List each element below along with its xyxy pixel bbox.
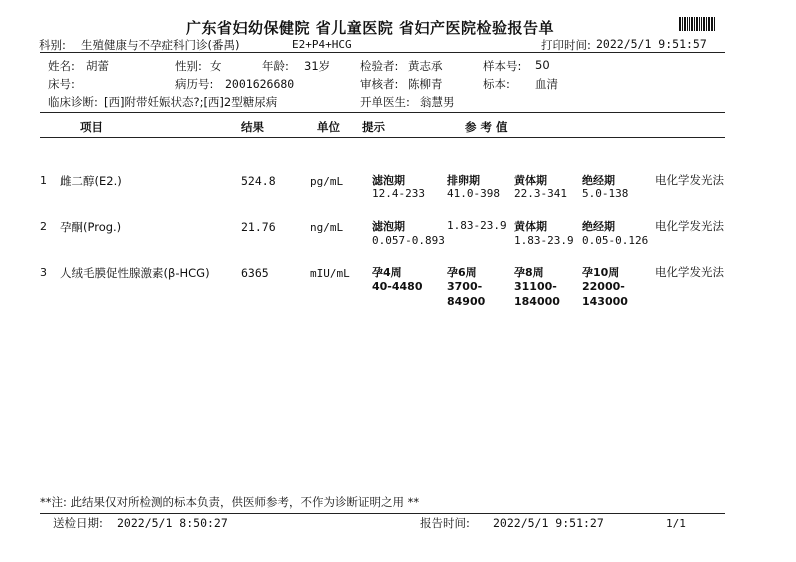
specimen-label: 标本: — [483, 77, 510, 91]
ref-label: 1.83-23.9 — [447, 219, 507, 232]
test-code: E2+P4+HCG — [292, 38, 352, 51]
row-item: 雌二醇(E2.) — [60, 174, 122, 188]
divider-info — [40, 112, 725, 113]
divider-header — [40, 137, 725, 138]
record-label: 病历号: — [175, 77, 214, 91]
ref-value: 12.4-233 — [372, 187, 425, 200]
row-method: 电化学发光法 — [655, 265, 724, 279]
doctor-name: 翁慧男 — [420, 95, 455, 109]
sample-no: 50 — [535, 58, 550, 72]
column-item: 项目 — [80, 120, 103, 134]
column-hint: 提示 — [362, 120, 385, 134]
report-title: 广东省妇幼保健院 省儿童医院 省妇产医院检验报告单 — [186, 19, 554, 37]
ref-value: 3700- — [447, 280, 483, 293]
ref-label: 孕4周 — [372, 266, 402, 279]
name-label: 姓名: — [48, 59, 75, 73]
sample-no-label: 样本号: — [483, 59, 522, 73]
print-time: 2022/5/1 9:51:57 — [596, 37, 707, 51]
ref-label: 绝经期 — [582, 220, 615, 233]
ref-value: 22.3-341 — [514, 187, 567, 200]
ref-label: 孕8周 — [514, 266, 544, 279]
diagnosis-label: 临床诊断: — [48, 95, 98, 109]
ref-value: 5.0-138 — [582, 187, 629, 200]
ref-value: 1.83-23.9 — [514, 234, 574, 247]
ref-value: 22000- — [582, 280, 625, 293]
record-no: 2001626680 — [225, 77, 295, 91]
page-number: 1/1 — [666, 517, 686, 530]
row-number: 3 — [40, 266, 47, 279]
row-result: 6365 — [241, 266, 269, 280]
row-method: 电化学发光法 — [655, 219, 724, 233]
ref-label: 排卵期 — [447, 174, 480, 187]
dept-label: 科别: — [39, 38, 66, 52]
ref-value: 41.0-398 — [447, 187, 500, 200]
row-method: 电化学发光法 — [655, 173, 724, 187]
tester-name: 黄志承 — [408, 59, 443, 73]
ref-value: 84900 — [447, 295, 486, 308]
ref-value: 31100- — [514, 280, 557, 293]
reviewer-label: 审核者: — [360, 77, 399, 91]
diagnosis-value: [西]附带妊娠状态?;[西]2型糖尿病 — [104, 95, 278, 109]
barcode-icon — [679, 17, 715, 31]
column-result: 结果 — [241, 120, 264, 134]
ref-label: 孕10周 — [582, 266, 620, 279]
row-unit: mIU/mL — [310, 267, 350, 280]
column-reference: 参 考 值 — [465, 120, 508, 134]
ref-label: 黄体期 — [514, 220, 547, 233]
ref-label: 绝经期 — [582, 174, 615, 187]
patient-age: 31岁 — [304, 59, 331, 73]
patient-name: 胡蕾 — [86, 59, 109, 73]
bed-label: 床号: — [48, 77, 75, 91]
print-time-label: 打印时间: — [541, 38, 591, 52]
receive-date-label: 送检日期: — [53, 516, 103, 530]
ref-value: 0.05-0.126 — [582, 234, 649, 247]
ref-value: 184000 — [514, 295, 560, 308]
divider-footer — [40, 513, 725, 514]
age-label: 年龄: — [262, 59, 289, 73]
reviewer-name: 陈柳青 — [408, 77, 443, 91]
specimen-value: 血清 — [535, 77, 558, 91]
ref-label: 滤泡期 — [372, 174, 405, 187]
divider-top — [40, 52, 725, 53]
report-time: 2022/5/1 9:51:27 — [493, 516, 604, 530]
sex-label: 性别: — [175, 59, 202, 73]
ref-value: 143000 — [582, 295, 628, 308]
receive-date: 2022/5/1 8:50:27 — [117, 516, 228, 530]
ref-value: 0.057-0.893 — [372, 234, 445, 247]
row-unit: pg/mL — [310, 175, 344, 188]
ref-value: 40-4480 — [372, 280, 423, 293]
report-time-label: 报告时间: — [420, 516, 470, 530]
column-unit: 单位 — [317, 120, 340, 134]
ref-label: 滤泡期 — [372, 220, 405, 233]
row-number: 1 — [40, 174, 47, 187]
dept-value: 生殖健康与不孕症科门诊(番禺) — [81, 38, 240, 52]
row-item: 孕酮(Prog.) — [60, 220, 122, 234]
row-unit: ng/mL — [310, 221, 344, 234]
patient-sex: 女 — [210, 59, 222, 73]
ref-label: 孕6周 — [447, 266, 477, 279]
disclaimer-note: **注: 此结果仅对所检测的标本负责，供医师参考，不作为诊断证明之用 ** — [40, 495, 420, 509]
row-result: 524.8 — [241, 174, 276, 188]
row-number: 2 — [40, 220, 47, 233]
doctor-label: 开单医生: — [360, 95, 410, 109]
row-result: 21.76 — [241, 220, 276, 234]
tester-label: 检验者: — [360, 59, 399, 73]
row-item: 人绒毛膜促性腺激素(β-HCG) — [60, 266, 210, 280]
ref-label: 黄体期 — [514, 174, 547, 187]
